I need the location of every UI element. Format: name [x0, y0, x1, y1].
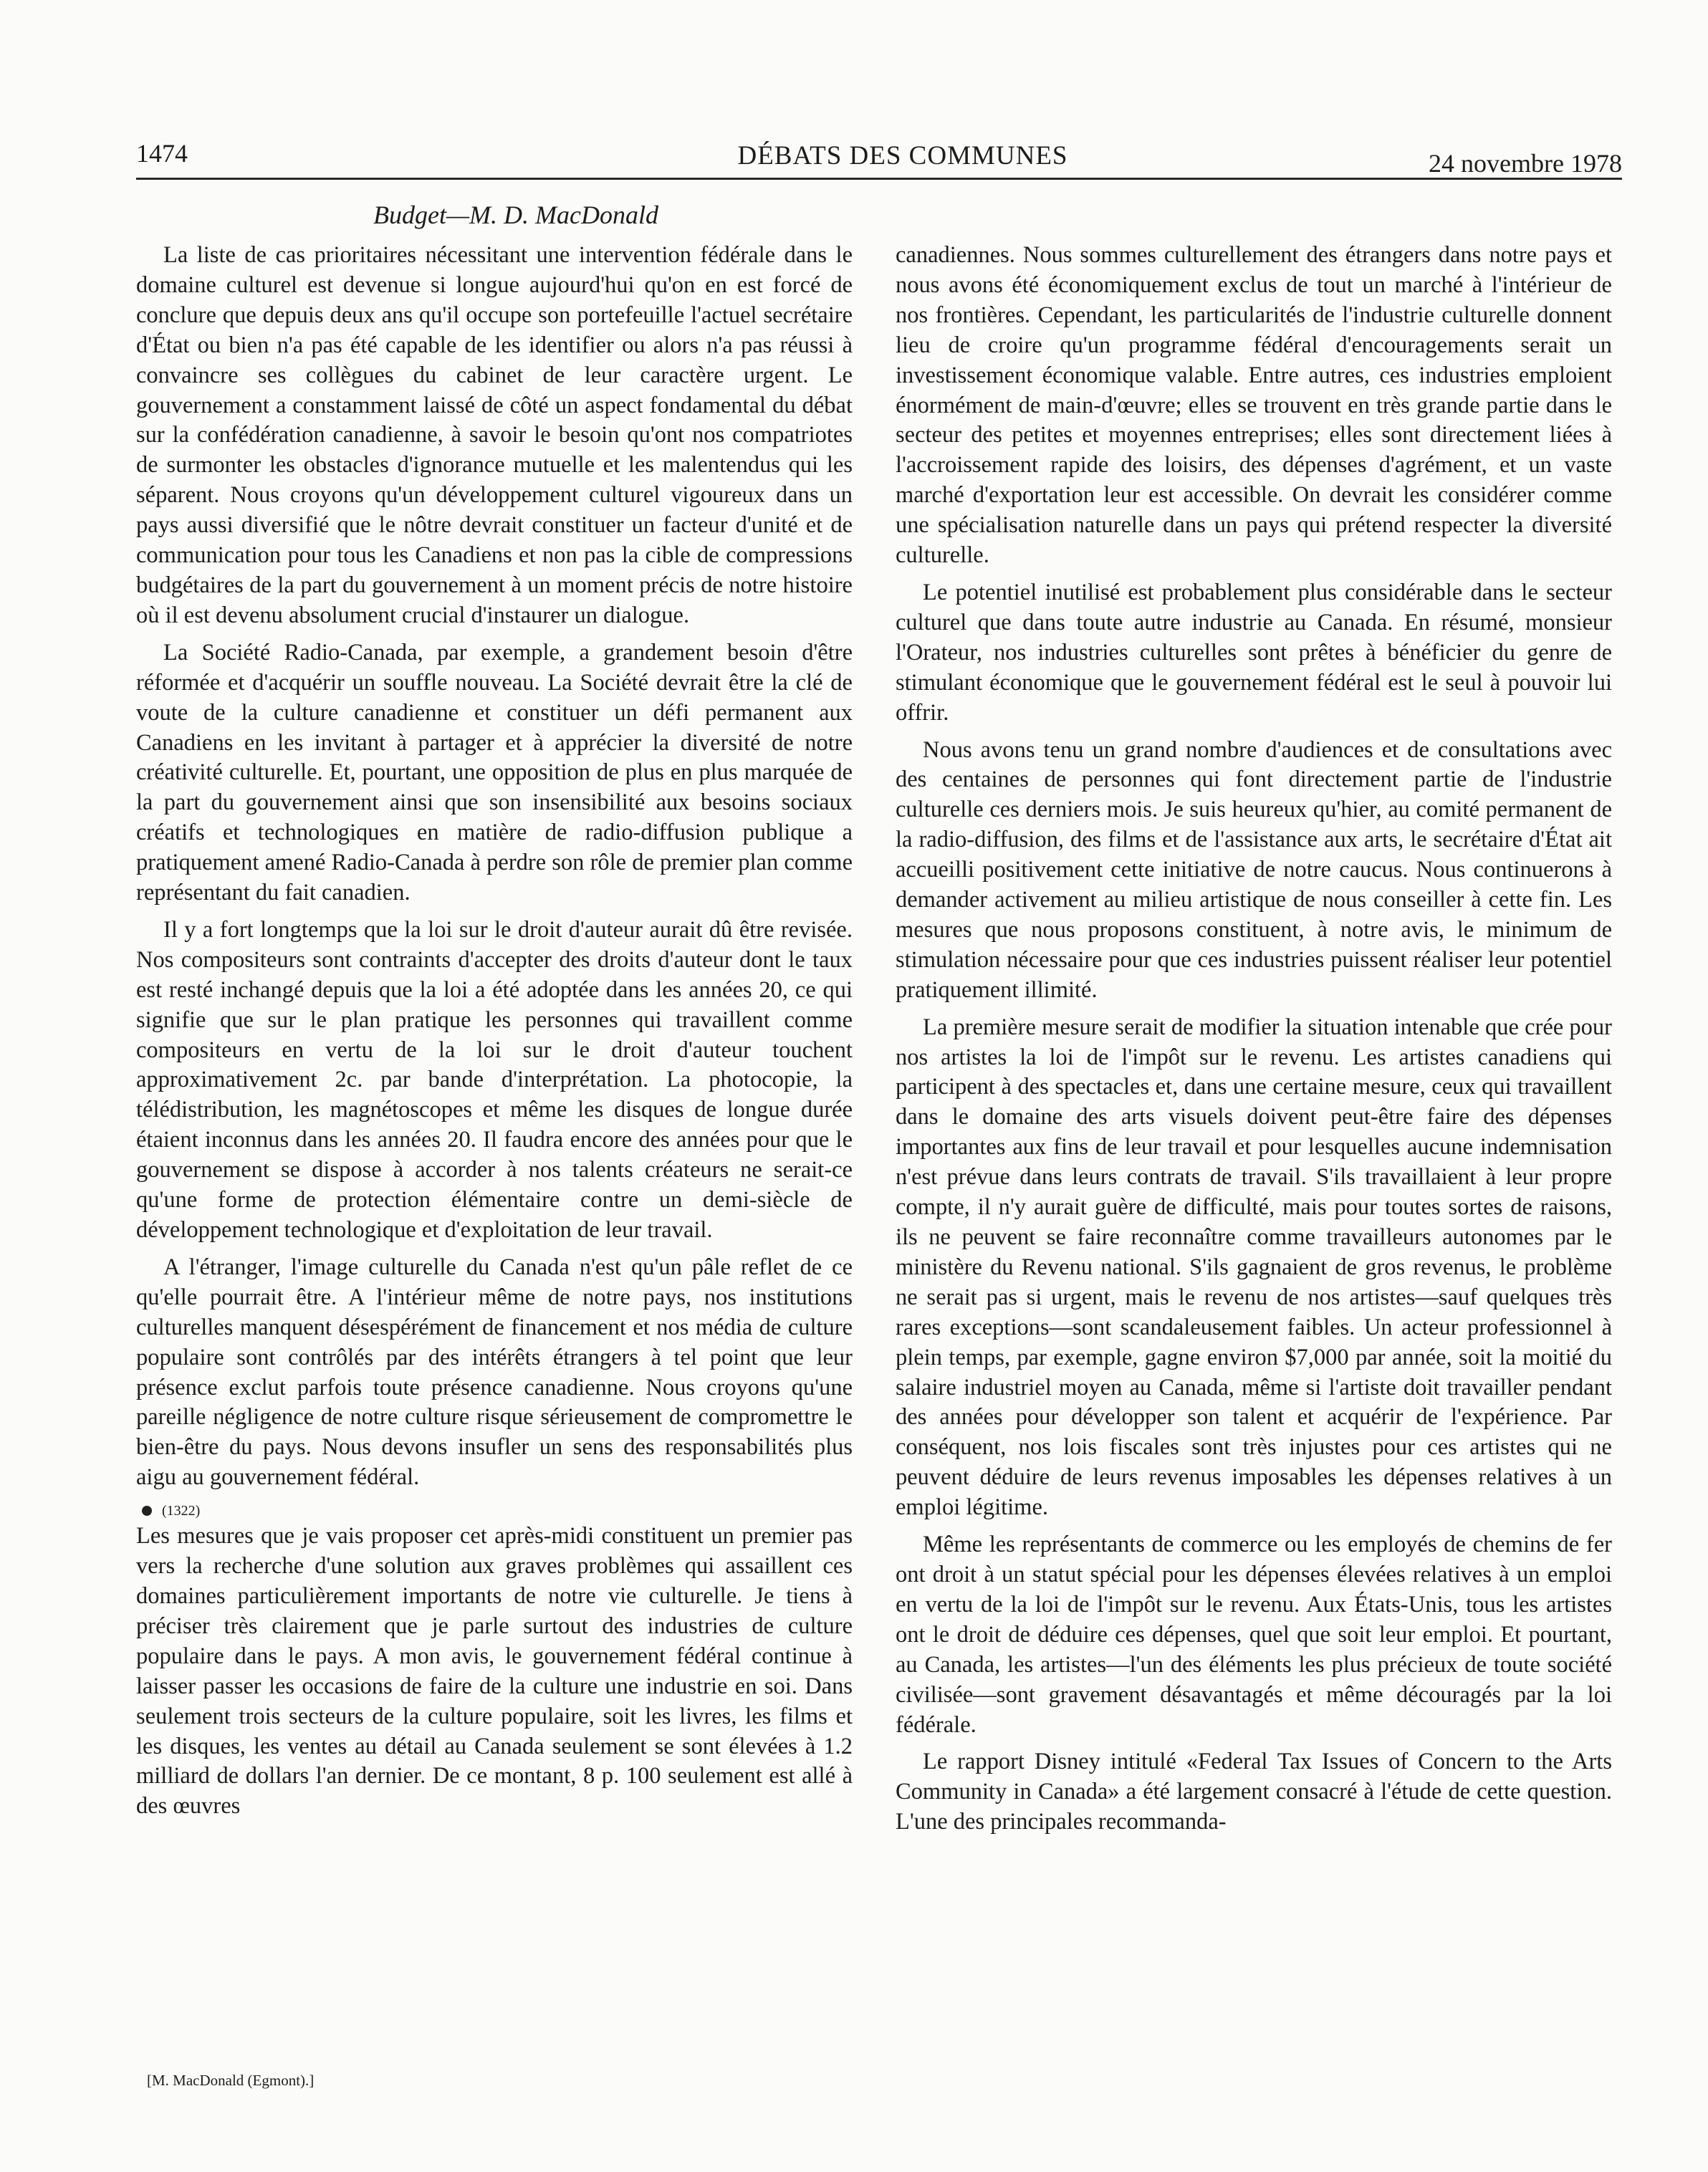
header-rule: [136, 178, 1622, 180]
left-column: [136, 241, 853, 1829]
bullet-icon: [142, 1506, 152, 1516]
running-subtitle: Budget—M. D. MacDonald: [373, 201, 658, 229]
right-column: [896, 241, 1612, 1845]
paragraph: Le rapport Disney intitulé «Federal Tax Issues of Concern to the Arts Community in Canada» a été largement consacré à l'étude de cette question. L'une des principales recommanda-: [896, 1749, 1612, 1835]
time-marker-label: (1322): [162, 1503, 201, 1519]
paragraph: A l'étranger, l'image culturelle du Canada n'est qu'un pâle reflet de ce qu'elle pourrait être. A l'intérieur même de notre pays, nos institutions culturelles manquent désespérément de financement et nos média de culture populaire sont contrôlés par des intérêts étrangers à tel point que leur présence exclut parfois toute présence canadienne. Nous croyons qu'une pareille négligence de notre culture risque sérieusement de compromettre le bien-être du pays. Nous devons insufler un sens des responsabilités plus aigu au gouvernement fédéral.: [136, 1254, 853, 1491]
paragraph: canadiennes. Nous sommes culturellement des étrangers dans notre pays et nous avons été économiquement exclus de tout un marché à l'intérieur de nos frontières. Cependant, les particularités de l'industrie culturelle donnent lieu de croire qu'un programme fédéral d'encouragements serait un investissement économique valable. Entre autres, ces industries emploient énormément de main-d'œuvre; elles se trouvent en très grande partie dans le secteur des petites et moyennes entreprises; elles sont directement liées à l'accroissement rapide des loisirs, des dépenses d'agrément, et un vaste marché d'exportation leur est accessible. On devrait les considérer comme une spécialisation naturelle dans un pays qui prétend respecter la diversité culturelle.: [896, 242, 1612, 569]
paragraph: La liste de cas prioritaires nécessitant une intervention fédérale dans le domaine culturel est devenue si longue aujourd'hui qu'on en est forcé de conclure que depuis deux ans qu'il occupe son portefeuille l'actuel secrétaire d'État ou bien n'a pas été capable de les identifier ou alors n'a pas réussi à convaincre ses collègues du cabinet de leur caractère urgent. Le gouvernement a constamment laissé de côté un aspect fondamental du débat sur la confédération canadienne, à savoir le besoin qu'ont nos compatriotes de surmonter les obstacles d'ignorance mutuelle et les malentendus qui les séparent. Nous croyons qu'un développement culturel vigoureux dans un pays aussi diversifié que le nôtre devrait constituer un facteur d'unité et de communication pour tous les Canadiens et non pas la cible de compressions budgétaires de la part du gouvernement à un moment précis de notre histoire où il est devenu absolument crucial d'instaurer un dialogue.: [136, 242, 853, 628]
paragraph: Les mesures que je vais proposer cet après-midi constituent un premier pas vers la recherche d'une solution aux graves problèmes qui assaillent ces domaines particulièrement importants de notre vie culturelle. Je tiens à préciser très clairement que je parle surtout des industries de culture populaire dans le pays. A mon avis, le gouvernement fédéral continue à laisser passer les occasions de faire de la culture une industrie en soi. Dans seulement trois secteurs de la culture populaire, soit les livres, les films et les disques, les ventes au détail au Canada seulement se sont élevées à 1.2 milliard de dollars l'an dernier. De ce montant, 8 p. 100 seulement est allé à des œuvres: [136, 1523, 853, 1820]
paragraph: La première mesure serait de modifier la situation intenable que crée pour nos artistes la loi de l'impôt sur le revenu. Les artistes canadiens qui participent à des spectacles et, dans une certaine mesure, ceux qui travaillent dans le domaine des arts visuels doivent peut-être faire des dépenses importantes aux fins de leur travail et pour lesquelles aucune indemnisation n'est prévue dans leurs contrats de travail. S'ils travaillaient à leur propre compte, il n'y aurait guère de difficulté, mais pour toutes sortes de raisons, ils ne peuvent se faire reconnaître comme travailleurs autonomes par le ministère du Revenu national. S'ils gagnaient de gros revenus, le problème ne serait pas si urgent, mais le revenu de nos artistes—sauf quelques très rares exceptions—sont scandaleusement faibles. Un acteur professionnel à plein temps, par exemple, gagne environ $7,000 par année, soit la moitié du salaire industriel moyen au Canada, même si l'artiste doit travailler pendant des années pour développer son talent et acquérir de l'expérience. Par conséquent, nos lois fiscales sont très injustes pour ces artistes qui ne peuvent déduire de leurs revenus imposables les dépenses relatives à un emploi légitime.: [896, 1014, 1612, 1521]
page-number: 1474: [136, 139, 188, 168]
speaker-footnote: [M. MacDonald (Egmont).]: [147, 2072, 315, 2089]
paragraph: Le potentiel inutilisé est probablement plus considérable dans le secteur culturel que dans toute autre industrie au Canada. En résumé, monsieur l'Orateur, nos industries culturelles sont prêtes à bénéficier du genre de stimulant économique que le gouvernement fédéral est le seul à pouvoir lui offrir.: [896, 579, 1612, 726]
journal-title: DÉBATS DES COMMUNES: [737, 141, 1068, 170]
paragraph: La Société Radio-Canada, par exemple, a grandement besoin d'être réformée et d'acquérir un souffle nouveau. La Société devrait être la clé de voute de la culture canadienne et constituer un défi permanent aux Canadiens en les invitant à partager et à apprécier la diversité de notre créativité culturelle. Et, pourtant, une opposition de plus en plus marquée de la part du gouvernement ainsi que son insensibilité aux besoins sociaux créatifs et technologiques en matière de radio-diffusion publique a pratiquement amené Radio-Canada à perdre son rôle de premier plan comme représentant du fait canadien.: [136, 639, 853, 906]
paragraph: Même les représentants de commerce ou les employés de chemins de fer ont droit à un statut spécial pour les dépenses élevées relatives à un emploi en vertu de la loi de l'impôt sur le revenu. Aux États-Unis, tous les artistes ont le droit de déduire ces dépenses, quel que soit leur emploi. Et pourtant, au Canada, les artistes—l'un des éléments les plus précieux de toute société civilisée—sont gravement désavantagés et même découragés par la loi fédérale.: [896, 1532, 1612, 1738]
time-marker: [136, 1500, 853, 1522]
page-date: 24 novembre 1978: [1429, 149, 1622, 178]
paragraph: Nous avons tenu un grand nombre d'audiences et de consultations avec des centaines de personnes qui font directement partie de l'industrie culturelle ces derniers mois. Je suis heureux qu'hier, au comité permanent de la radio-diffusion, des films et de l'assistance aux arts, le secrétaire d'État ait accueilli positivement cette initiative de notre caucus. Nous continuerons à demander activement au milieu artistique de nous conseiller à cette fin. Les mesures que nous proposons constituent, à notre avis, le minimum de stimulation nécessaire pour que ces industries puissent réaliser leur potentiel pratiquement illimité.: [896, 736, 1612, 1003]
paragraph: Il y a fort longtemps que la loi sur le droit d'auteur aurait dû être revisée. Nos compositeurs sont contraints d'accepter des droits d'auteur dont le taux est resté inchangé depuis que la loi a été adoptée dans les années 20, ce qui signifie que sur le plan pratique les personnes qui travaillent comme compositeurs en vertu de la loi sur le droit d'auteur touchent approximativement 2c. par bande d'interprétation. La photocopie, la télédistribution, les magnétoscopes et même les disques de longue durée étaient inconnus dans les années 20. Il faudra encore des années pour que le gouvernement se dispose à accorder à nos talents créateurs ne serait-ce qu'une forme de protection élémentaire contre un demi-siècle de développement technologique et d'exploitation de leur travail.: [136, 916, 853, 1243]
